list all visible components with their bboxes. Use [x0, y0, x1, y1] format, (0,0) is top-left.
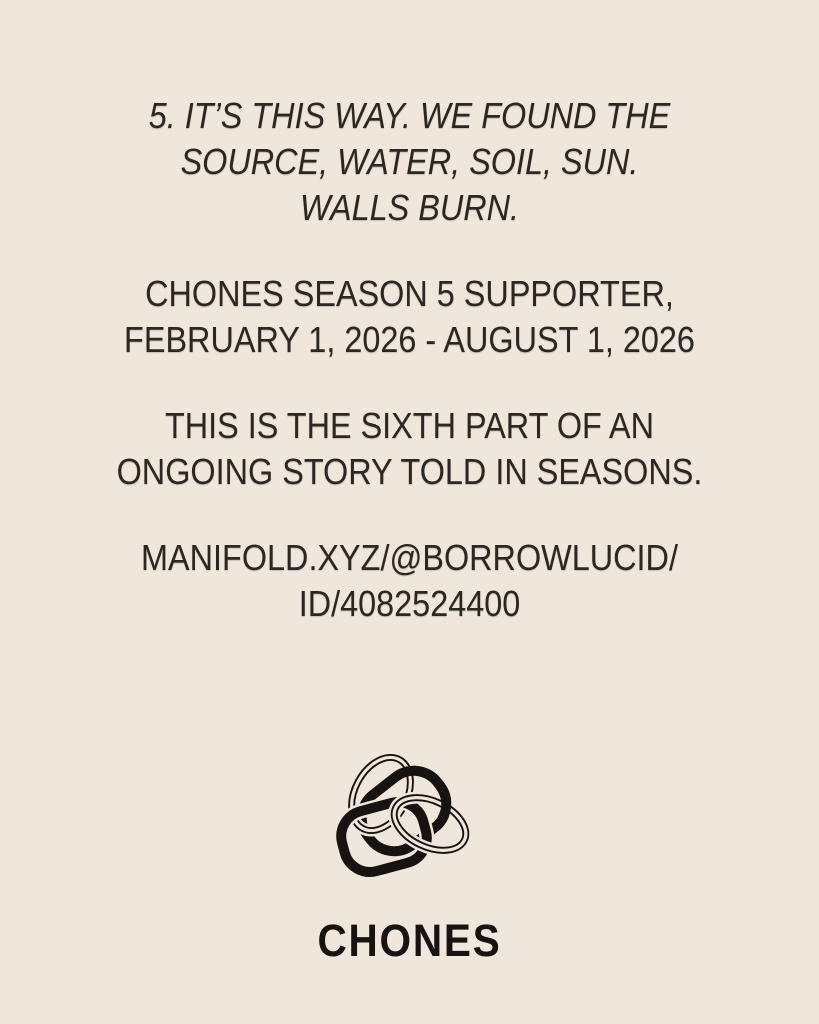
- season-supporter-text: [41, 271, 778, 363]
- season-supporter-line: CHONES SEASON 5 SUPPORTER,: [145, 273, 674, 314]
- knot-logo-svg: [320, 735, 500, 915]
- mint-link-text: [41, 535, 778, 627]
- text-column: [0, 93, 819, 667]
- mint-link-line: ID/4082524400: [298, 583, 521, 624]
- story-note-line: ONGOING STORY TOLD IN SEASONS.: [116, 451, 703, 492]
- story-note-text: [41, 403, 778, 495]
- chones-knot-logo-icon: [320, 735, 500, 915]
- chones-wordmark: CHONES: [317, 915, 502, 966]
- mint-link-line: MANIFOLD.XYZ/@BORROWLUCID/: [141, 537, 678, 578]
- poem-line: SOURCE, WATER, SOIL, SUN.: [180, 141, 639, 182]
- poem-text: [41, 93, 778, 231]
- story-note-line: THIS IS THE SIXTH PART OF AN: [164, 405, 655, 446]
- poem-line: 5. IT’S THIS WAY. WE FOUND THE: [148, 95, 671, 136]
- poem-line: WALLS BURN.: [299, 187, 520, 228]
- season-dates-line: FEBRUARY 1, 2026 - AUGUST 1, 2026: [124, 319, 695, 360]
